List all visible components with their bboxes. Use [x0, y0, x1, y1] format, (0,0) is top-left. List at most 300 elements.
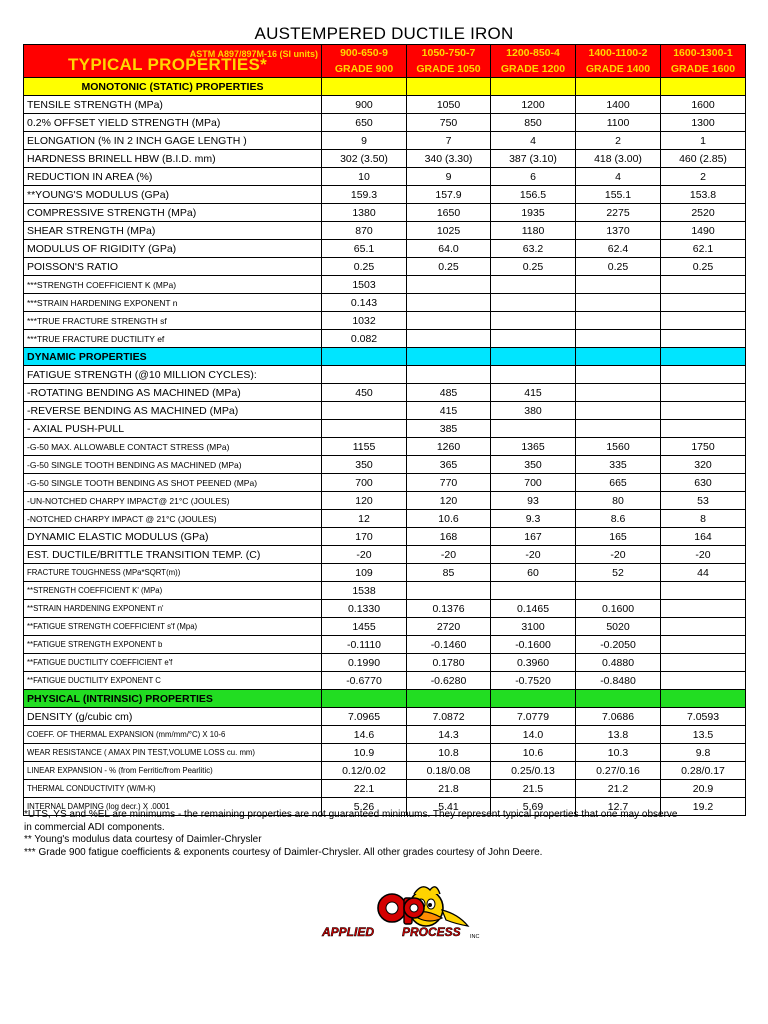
value-cell [576, 312, 661, 330]
value-cell: 0.25 [322, 258, 407, 276]
property-label: ***TRUE FRACTURE DUCTILITY ef [24, 330, 322, 348]
value-cell: 0.1600 [576, 600, 661, 618]
value-cell: 850 [491, 114, 576, 132]
property-label: EST. DUCTILE/BRITTLE TRANSITION TEMP. (C) [24, 546, 322, 564]
value-cell: 1935 [491, 204, 576, 222]
footnotes [24, 809, 744, 859]
property-label: ***STRAIN HARDENING EXPONENT n [24, 294, 322, 312]
value-cell: 7.0965 [322, 708, 407, 726]
value-cell: 870 [322, 222, 407, 240]
value-cell: 1538 [322, 582, 407, 600]
value-cell: 5.26 [322, 798, 407, 816]
value-cell: 0.143 [322, 294, 407, 312]
value-cell: 53 [661, 492, 746, 510]
value-cell [661, 294, 746, 312]
grade-name: GRADE 1200 [500, 63, 566, 75]
grade-code: 1200-850-4 [506, 47, 560, 59]
value-cell: 109 [322, 564, 407, 582]
section-blank-cell [322, 690, 407, 708]
section-header-static [24, 78, 746, 96]
value-cell: 155.1 [576, 186, 661, 204]
value-cell: 1455 [322, 618, 407, 636]
value-cell: 0.25 [407, 258, 491, 276]
property-label: **FATIGUE STRENGTH COEFFICIENT s'f (Mpa) [24, 618, 322, 636]
value-cell [661, 420, 746, 438]
value-cell: 21.8 [407, 780, 491, 798]
value-cell: -20 [322, 546, 407, 564]
table-row [24, 150, 746, 168]
grade-code: 1050-750-7 [421, 47, 476, 59]
value-cell: 0.28/0.17 [661, 762, 746, 780]
value-cell [661, 618, 746, 636]
value-cell: 1750 [661, 438, 746, 456]
property-label: **FATIGUE DUCTILITY COEFFICIENT e'f [24, 654, 322, 672]
value-cell [576, 384, 661, 402]
value-cell: 665 [576, 474, 661, 492]
value-cell [322, 366, 407, 384]
value-cell: 0.27/0.16 [576, 762, 661, 780]
value-cell: 22.1 [322, 780, 407, 798]
value-cell: 0.4880 [576, 654, 661, 672]
value-cell: 7.0779 [491, 708, 576, 726]
section-blank-cell [407, 690, 491, 708]
table-row [24, 114, 746, 132]
value-cell: 93 [491, 492, 576, 510]
property-label: **STRENGTH COEFFICIENT K' (MPa) [24, 582, 322, 600]
value-cell: 0.3960 [491, 654, 576, 672]
value-cell: 3100 [491, 618, 576, 636]
property-label: -G-50 MAX. ALLOWABLE CONTACT STRESS (MPa) [24, 438, 322, 456]
value-cell: 387 (3.10) [491, 150, 576, 168]
value-cell: 1032 [322, 312, 407, 330]
value-cell: 750 [407, 114, 491, 132]
section-blank-cell [576, 78, 661, 96]
grade-header [576, 45, 661, 78]
value-cell: 10.6 [491, 744, 576, 762]
value-cell [576, 294, 661, 312]
property-label: DYNAMIC ELASTIC MODULUS (GPa) [24, 528, 322, 546]
value-cell: 60 [491, 564, 576, 582]
value-cell: -0.8480 [576, 672, 661, 690]
value-cell: 0.25 [576, 258, 661, 276]
value-cell: 6 [491, 168, 576, 186]
section-header-physical [24, 690, 746, 708]
logo-applied: APPLIED [322, 925, 375, 939]
value-cell: 63.2 [491, 240, 576, 258]
value-cell [576, 366, 661, 384]
page-title: AUSTEMPERED DUCTILE IRON [254, 24, 514, 43]
section-title: DYNAMIC PROPERTIES [24, 348, 322, 366]
value-cell: 340 (3.30) [407, 150, 491, 168]
value-cell: 700 [491, 474, 576, 492]
value-cell: 0.25 [661, 258, 746, 276]
value-cell: 1380 [322, 204, 407, 222]
value-cell [576, 276, 661, 294]
property-label: REDUCTION IN AREA (%) [24, 168, 322, 186]
value-cell: 0.18/0.08 [407, 762, 491, 780]
value-cell: 0.1780 [407, 654, 491, 672]
value-cell: -0.2050 [576, 636, 661, 654]
table-row [24, 240, 746, 258]
value-cell: 9.8 [661, 744, 746, 762]
value-cell: 10.3 [576, 744, 661, 762]
value-cell: 120 [322, 492, 407, 510]
value-cell: 12 [322, 510, 407, 528]
value-cell [661, 384, 746, 402]
property-label: COEFF. OF THERMAL EXPANSION (mm/mm/°C) X 10-6 [24, 726, 322, 744]
value-cell: 13.5 [661, 726, 746, 744]
table-row [24, 474, 746, 492]
property-label: COMPRESSIVE STRENGTH (MPa) [24, 204, 322, 222]
table-row [24, 294, 746, 312]
value-cell: 2275 [576, 204, 661, 222]
grade-name: GRADE 1600 [670, 63, 736, 75]
value-cell [661, 600, 746, 618]
property-label: -REVERSE BENDING AS MACHINED (MPa) [24, 402, 322, 420]
value-cell: 2 [661, 168, 746, 186]
property-label: **YOUNG'S MODULUS (GPa) [24, 186, 322, 204]
value-cell: 156.5 [491, 186, 576, 204]
value-cell [322, 402, 407, 420]
value-cell: 1025 [407, 222, 491, 240]
value-cell: 168 [407, 528, 491, 546]
table-row [24, 222, 746, 240]
value-cell: 165 [576, 528, 661, 546]
header-row [24, 45, 746, 78]
table-row [24, 546, 746, 564]
value-cell: 900 [322, 96, 407, 114]
section-header-dynamic [24, 348, 746, 366]
property-label: INTERNAL DAMPING (log decr.) X .0001 [24, 798, 322, 816]
value-cell [661, 672, 746, 690]
section-blank-cell [322, 78, 407, 96]
value-cell: 1400 [576, 96, 661, 114]
value-cell [407, 582, 491, 600]
value-cell: 700 [322, 474, 407, 492]
value-cell: 44 [661, 564, 746, 582]
table-row [24, 384, 746, 402]
grade-name: GRADE 900 [334, 63, 394, 75]
value-cell: 8.6 [576, 510, 661, 528]
section-blank-cell [491, 78, 576, 96]
property-label: MODULUS OF RIGIDITY (GPa) [24, 240, 322, 258]
value-cell: 64.0 [407, 240, 491, 258]
value-cell: 0.1376 [407, 600, 491, 618]
value-cell [661, 636, 746, 654]
value-cell: 2720 [407, 618, 491, 636]
value-cell: 170 [322, 528, 407, 546]
value-cell: -20 [491, 546, 576, 564]
table-row [24, 366, 746, 384]
value-cell [407, 294, 491, 312]
value-cell [407, 312, 491, 330]
section-title: MONOTONIC (STATIC) PROPERTIES [24, 78, 322, 96]
property-label: ELONGATION (% IN 2 INCH GAGE LENGTH ) [24, 132, 322, 150]
table-row [24, 780, 746, 798]
grade-header [661, 45, 746, 78]
footnote: *** Grade 900 fatigue coefficients & exponents courtesy of Daimler-Chrysler. All other grades courtesy of John Deere. [24, 846, 543, 858]
logo-process: PROCESS [402, 925, 461, 939]
table-row [24, 186, 746, 204]
property-label: HARDNESS BRINELL HBW (B.I.D. mm) [24, 150, 322, 168]
grade-code: 1600-1300-1 [673, 47, 733, 59]
header-title-cell [24, 45, 322, 78]
value-cell: 1600 [661, 96, 746, 114]
value-cell: 320 [661, 456, 746, 474]
value-cell: 12.7 [576, 798, 661, 816]
grade-name: GRADE 1400 [585, 63, 651, 75]
value-cell: 21.2 [576, 780, 661, 798]
section-blank-cell [407, 78, 491, 96]
property-label: -NOTCHED CHARPY IMPACT @ 21°C (JOULES) [24, 510, 322, 528]
table-row [24, 726, 746, 744]
property-label: - AXIAL PUSH-PULL [24, 420, 322, 438]
value-cell [322, 420, 407, 438]
value-cell: 14.0 [491, 726, 576, 744]
value-cell: 1490 [661, 222, 746, 240]
value-cell: 7.0872 [407, 708, 491, 726]
value-cell: -0.1460 [407, 636, 491, 654]
value-cell [661, 366, 746, 384]
property-label: ***TRUE FRACTURE STRENGTH sf [24, 312, 322, 330]
typical-properties-heading: TYPICAL PROPERTIES* [68, 55, 268, 74]
table-row [24, 636, 746, 654]
property-label: **STRAIN HARDENING EXPONENT n' [24, 600, 322, 618]
property-label: TENSILE STRENGTH (MPa) [24, 96, 322, 114]
property-label: 0.2% OFFSET YIELD STRENGTH (MPa) [24, 114, 322, 132]
property-label: ***STRENGTH COEFFICIENT K (MPa) [24, 276, 322, 294]
value-cell: 10.8 [407, 744, 491, 762]
table-row [24, 708, 746, 726]
value-cell: -20 [407, 546, 491, 564]
value-cell: 630 [661, 474, 746, 492]
table-row [24, 564, 746, 582]
value-cell: 10 [322, 168, 407, 186]
value-cell: 7 [407, 132, 491, 150]
section-blank-cell [407, 348, 491, 366]
value-cell [576, 420, 661, 438]
value-cell: 7.0686 [576, 708, 661, 726]
section-blank-cell [661, 690, 746, 708]
value-cell [491, 330, 576, 348]
table-row [24, 456, 746, 474]
table-row [24, 744, 746, 762]
value-cell: 335 [576, 456, 661, 474]
value-cell: 650 [322, 114, 407, 132]
value-cell: 9 [322, 132, 407, 150]
grade-header [491, 45, 576, 78]
value-cell: 1 [661, 132, 746, 150]
table-row [24, 600, 746, 618]
value-cell: 2 [576, 132, 661, 150]
table-row [24, 204, 746, 222]
table-row [24, 582, 746, 600]
value-cell: 14.6 [322, 726, 407, 744]
value-cell: 0.12/0.02 [322, 762, 407, 780]
section-blank-cell [322, 348, 407, 366]
value-cell: 1365 [491, 438, 576, 456]
property-label: **FATIGUE DUCTILITY EXPONENT C [24, 672, 322, 690]
logo-inc: INC [470, 934, 480, 940]
property-label: FATIGUE STRENGTH (@10 MILLION CYCLES): [24, 366, 322, 384]
value-cell [491, 420, 576, 438]
table-row [24, 672, 746, 690]
table-row [24, 276, 746, 294]
value-cell: 1180 [491, 222, 576, 240]
grade-header [322, 45, 407, 78]
value-cell [576, 582, 661, 600]
property-label: DENSITY (g/cubic cm) [24, 708, 322, 726]
value-cell: 0.1990 [322, 654, 407, 672]
table-row [24, 618, 746, 636]
value-cell: 8 [661, 510, 746, 528]
value-cell [491, 276, 576, 294]
value-cell: 0.1330 [322, 600, 407, 618]
value-cell [407, 276, 491, 294]
property-label: SHEAR STRENGTH (MPa) [24, 222, 322, 240]
section-blank-cell [661, 78, 746, 96]
value-cell [661, 330, 746, 348]
value-cell: 0.25/0.13 [491, 762, 576, 780]
table-row [24, 330, 746, 348]
section-blank-cell [576, 690, 661, 708]
value-cell [491, 294, 576, 312]
grade-code: 900-650-9 [340, 47, 388, 59]
value-cell: -0.1600 [491, 636, 576, 654]
table-row [24, 420, 746, 438]
value-cell: 52 [576, 564, 661, 582]
value-cell: 5.41 [407, 798, 491, 816]
value-cell: 485 [407, 384, 491, 402]
value-cell: 62.1 [661, 240, 746, 258]
value-cell [661, 402, 746, 420]
value-cell: 7.0593 [661, 708, 746, 726]
table-row [24, 528, 746, 546]
value-cell: -20 [576, 546, 661, 564]
value-cell: 1200 [491, 96, 576, 114]
value-cell [576, 330, 661, 348]
section-blank-cell [576, 348, 661, 366]
value-cell: -20 [661, 546, 746, 564]
footnote: *UTS, YS and %EL are minimums - the remaining properties are not guaranteed minimums. They represent typical properties that one may observe [24, 809, 678, 820]
properties-table [23, 44, 746, 816]
value-cell: 14.3 [407, 726, 491, 744]
value-cell: 302 (3.50) [322, 150, 407, 168]
value-cell: -0.7520 [491, 672, 576, 690]
property-label: THERMAL CONDUCTIVITY (W/M-K) [24, 780, 322, 798]
value-cell: 4 [576, 168, 661, 186]
value-cell: -0.6280 [407, 672, 491, 690]
value-cell [661, 654, 746, 672]
value-cell: 1650 [407, 204, 491, 222]
value-cell [491, 366, 576, 384]
value-cell: 0.25 [491, 258, 576, 276]
value-cell: 10.9 [322, 744, 407, 762]
value-cell [407, 366, 491, 384]
value-cell: 157.9 [407, 186, 491, 204]
value-cell [576, 402, 661, 420]
footnote: in commercial ADI components. [24, 821, 165, 833]
value-cell: 9.3 [491, 510, 576, 528]
value-cell: 21.5 [491, 780, 576, 798]
grade-code: 1400-1100-2 [588, 47, 648, 59]
table-row [24, 258, 746, 276]
value-cell: 5020 [576, 618, 661, 636]
grade-header [407, 45, 491, 78]
value-cell: 65.1 [322, 240, 407, 258]
value-cell: 9 [407, 168, 491, 186]
value-cell [491, 582, 576, 600]
property-label: **FATIGUE STRENGTH EXPONENT b [24, 636, 322, 654]
value-cell: -0.1110 [322, 636, 407, 654]
value-cell: 5.69 [491, 798, 576, 816]
value-cell: 2520 [661, 204, 746, 222]
applied-process-logo [318, 880, 488, 942]
property-label: POISSON'S RATIO [24, 258, 322, 276]
value-cell: 20.9 [661, 780, 746, 798]
value-cell [661, 312, 746, 330]
table-row [24, 312, 746, 330]
section-title: PHYSICAL (INTRINSIC) PROPERTIES [24, 690, 322, 708]
value-cell: 1155 [322, 438, 407, 456]
value-cell: 153.8 [661, 186, 746, 204]
section-blank-cell [661, 348, 746, 366]
value-cell: 770 [407, 474, 491, 492]
value-cell: 415 [491, 384, 576, 402]
table-row [24, 96, 746, 114]
table-row [24, 168, 746, 186]
value-cell: 0.082 [322, 330, 407, 348]
section-blank-cell [491, 690, 576, 708]
value-cell: -0.6770 [322, 672, 407, 690]
table-row [24, 402, 746, 420]
value-cell: 19.2 [661, 798, 746, 816]
value-cell: 0.1465 [491, 600, 576, 618]
table-row [24, 510, 746, 528]
value-cell: 4 [491, 132, 576, 150]
value-cell: 167 [491, 528, 576, 546]
value-cell: 415 [407, 402, 491, 420]
value-cell: 85 [407, 564, 491, 582]
value-cell [661, 276, 746, 294]
value-cell: 1370 [576, 222, 661, 240]
value-cell: 13.8 [576, 726, 661, 744]
value-cell: 365 [407, 456, 491, 474]
table-row [24, 132, 746, 150]
value-cell: 418 (3.00) [576, 150, 661, 168]
value-cell: 10.6 [407, 510, 491, 528]
value-cell: 1100 [576, 114, 661, 132]
property-label: -ROTATING BENDING AS MACHINED (MPa) [24, 384, 322, 402]
property-label: WEAR RESISTANCE ( AMAX PIN TEST,VOLUME LOSS cu. mm) [24, 744, 322, 762]
value-cell: 350 [491, 456, 576, 474]
value-cell: 164 [661, 528, 746, 546]
table-row [24, 492, 746, 510]
property-label: LINEAR EXPANSION - % (from Ferritic/from Pearlitic) [24, 762, 322, 780]
section-blank-cell [491, 348, 576, 366]
value-cell: 62.4 [576, 240, 661, 258]
property-label: -G-50 SINGLE TOOTH BENDING AS MACHINED (MPa) [24, 456, 322, 474]
value-cell: 80 [576, 492, 661, 510]
property-label: -UN-NOTCHED CHARPY IMPACT@ 21°C (JOULES) [24, 492, 322, 510]
value-cell: 1300 [661, 114, 746, 132]
astm-standard: ASTM A897/897M-16 (SI units) [189, 49, 318, 59]
value-cell: 1260 [407, 438, 491, 456]
value-cell: 1503 [322, 276, 407, 294]
property-label: -G-50 SINGLE TOOTH BENDING AS SHOT PEENED (MPa) [24, 474, 322, 492]
table-row [24, 438, 746, 456]
value-cell: 120 [407, 492, 491, 510]
